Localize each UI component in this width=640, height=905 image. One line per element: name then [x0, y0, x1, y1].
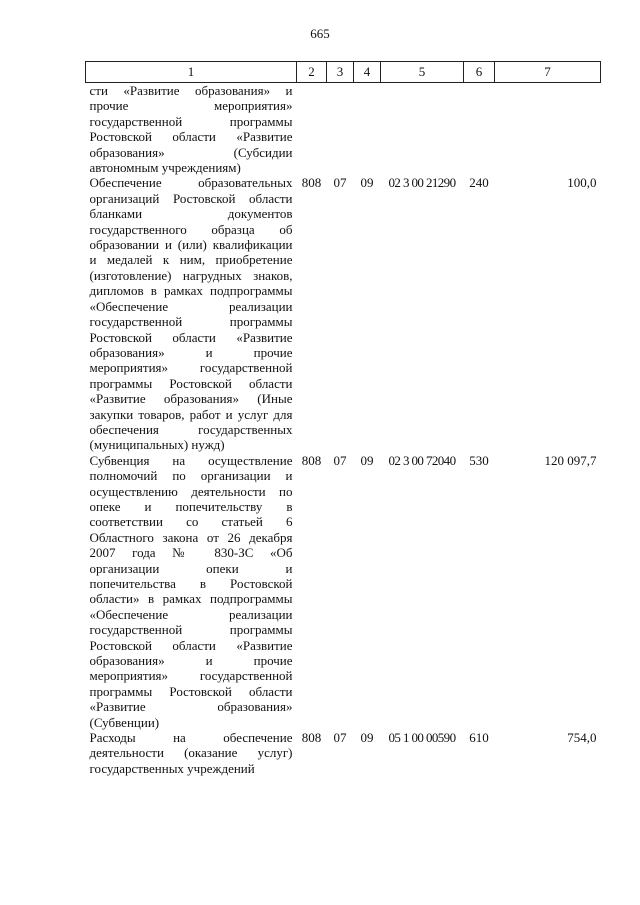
page-number: 665	[310, 26, 330, 41]
row-description: Расходы на обеспечение деятельности (оказание услуг) государственных учреждений	[89, 730, 293, 776]
header-col-2: 2	[297, 62, 327, 83]
header-col-7: 7	[495, 62, 601, 83]
table-row	[86, 730, 601, 776]
header-row	[86, 62, 601, 83]
table-row	[86, 83, 601, 176]
row-target-article: 02 3 00 21290	[388, 175, 456, 191]
header-col-5: 5	[381, 62, 464, 83]
row-section: 07	[333, 175, 347, 191]
row-amount: 120 097,7	[544, 452, 597, 468]
row-section: 07	[333, 730, 347, 746]
row-target-article: 02 3 00 72040	[388, 452, 456, 468]
row-description: Субвенция на осуществление полномочий по организации и осуществлению деятельности по опеке и попечительству в соответствии со статьей 6 Областного закона от 26 декабря 2007 года № 830-ЗС «Об организации опеки и попечительства в Ростовской области» в рамках подпрограммы «Обеспечение реализации государственной программы Ростовской области «Развитие образования» и прочие мероприятия» государственной программы Ростовской области «Развитие образования» (Субвенции)	[89, 452, 293, 730]
header-col-3: 3	[327, 62, 354, 83]
row-ministry: 808	[301, 452, 322, 468]
row-description: сти «Развитие образования» и прочие мероприятия» государственной программы Ростовской области «Развитие образования» (Субсидии автономным учреждениям)	[89, 83, 293, 176]
header-col-1: 1	[86, 62, 297, 83]
table-row	[86, 453, 601, 730]
row-subsection: 09	[360, 730, 374, 746]
header-col-4: 4	[354, 62, 381, 83]
row-section: 07	[333, 452, 347, 468]
header-col-6: 6	[464, 62, 495, 83]
row-subsection: 09	[360, 175, 374, 191]
row-target-article: 05 1 00 00590	[388, 730, 456, 746]
row-subsection: 09	[360, 452, 374, 468]
row-expense-type: 530	[469, 452, 489, 468]
row-expense-type: 610	[469, 730, 489, 746]
row-amount: 754,0	[567, 730, 597, 746]
row-ministry: 808	[301, 730, 322, 746]
row-ministry: 808	[301, 175, 322, 191]
budget-table	[85, 61, 601, 776]
table-row	[86, 175, 601, 452]
row-description: Обеспечение образовательных организаций Ростовской области бланками документов государственного образца об образовании и (или) квалификации и медалей к ним, приобретение (изготовление) нагрудных знаков, дипломов в рамках подпрограммы «Обеспечение реализации государственной программы Ростовской области «Развитие образования» и прочие мероприятия» государственной программы Ростовской области «Развитие образования» (Иные закупки товаров, работ и услуг для обеспечения государственных (муниципальных) нужд)	[89, 175, 293, 453]
row-amount: 100,0	[567, 175, 597, 191]
row-expense-type: 240	[469, 175, 489, 191]
